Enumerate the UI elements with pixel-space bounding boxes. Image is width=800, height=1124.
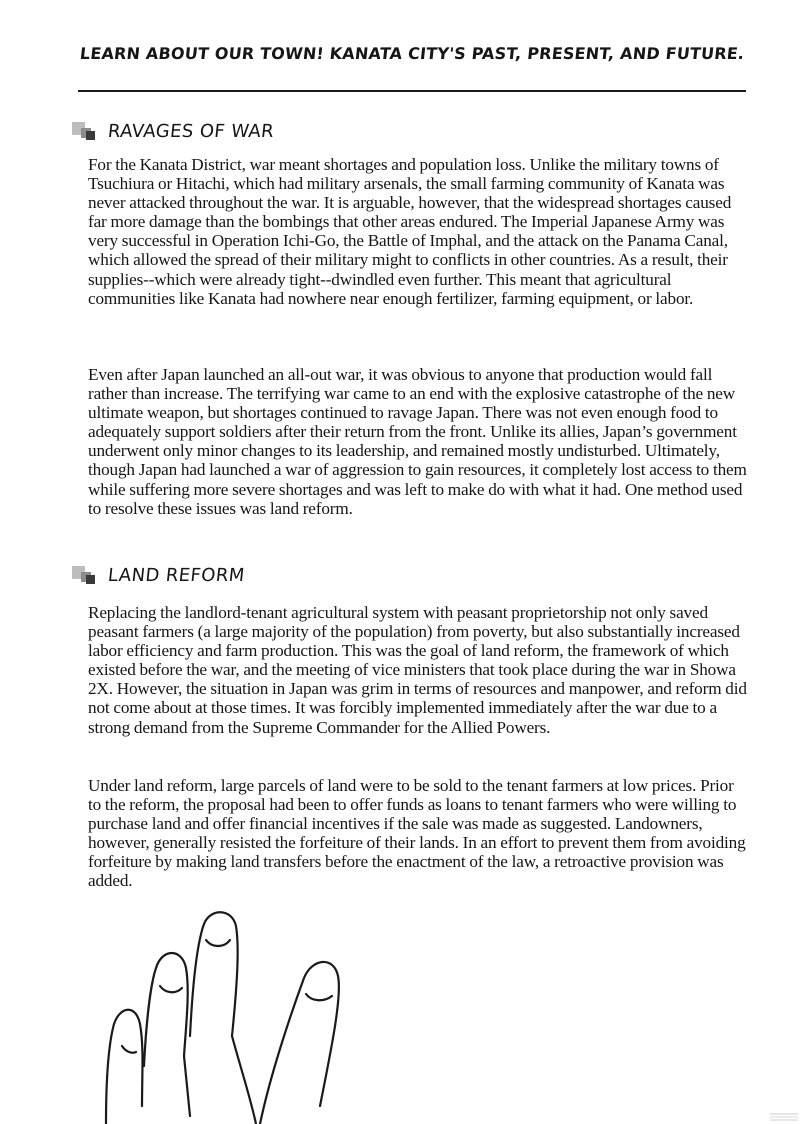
paragraph-land-reform-2: Under land reform, large parcels of land were to be sold to the tenant farmers at low prices. Prior to the reform, the proposal had been to offer funds as loans to tenant farmers who were willing to purchase land and offer financial incentives if the sale was made as suggested. Landowners, however, generally resisted the forfeiture of their lands. In an effort to prevent them from avoiding forfeiture by making land transfers before the enactment of the law, a retroactive provision was added. (88, 776, 746, 891)
paragraph-land-reform-1: Replacing the landlord-tenant agricultural system with peasant proprietorship not only saved peasant farmers (a large majority of the population) from poverty, but also substantially increased labor efficiency and farm production. This was the goal of land reform, the framework of which existed before the war, and the meeting of vice ministers that took place during the war in Showa 2X. However, the situation in Japan was grim in terms of resources and manpower, and reform did not come about at those times. It was forcibly implemented immediately after the war due to a strong demand from the Supreme Commander for the Allied Powers. (88, 603, 747, 737)
paragraph-ravages-1: For the Kanata District, war meant shortages and population loss. Unlike the military towns of Tsuchiura or Hitachi, which had military arsenals, the small farming community of Kanata was never attacked throughout the war. It is arguable, however, that the widespread shortages caused far more damage than the bombings that other areas endured. The Imperial Japanese Army was very successful in Operation Ichi-Go, the Battle of Imphal, and the attack on the Panama Canal, which allowed the spread of their military might to conflicts in other countries. As a result, their supplies--which were already tight--dwindled even further. This meant that agricultural communities like Kanata had nowhere near enough fertilizer, farming equipment, or labor. (88, 155, 732, 308)
page-title: LEARN ABOUT OUR TOWN! KANATA CITY'S PAST, PRESENT, AND FUTURE. (79, 44, 746, 63)
stacked-squares-icon (72, 564, 98, 586)
header-divider (78, 90, 746, 92)
section-heading-land-reform (72, 562, 245, 588)
section-title: RAVAGES OF WAR (106, 120, 276, 142)
hand-drawing (100, 906, 360, 1124)
section-heading-ravages-of-war (72, 118, 274, 144)
stacked-squares-icon (72, 120, 98, 142)
page-edge-marks (770, 1112, 798, 1122)
paragraph-ravages-2: Even after Japan launched an all-out war, it was obvious to anyone that production would fall rather than increase. The terrifying war came to an end with the explosive catastrophe of the new ultimate weapon, but shortages continued to ravage Japan. There was not even enough food to adequately support soldiers after their return from the front. Unlike its allies, Japan’s government underwent only minor changes to its leadership, and remained mostly undisturbed. Ultimately, though Japan had launched a war of aggression to gain resources, it completely lost access to them while suffering more severe shortages and was left to make do with what it had. One method used to resolve these issues was land reform. (88, 365, 747, 518)
section-title: LAND REFORM (106, 564, 246, 586)
